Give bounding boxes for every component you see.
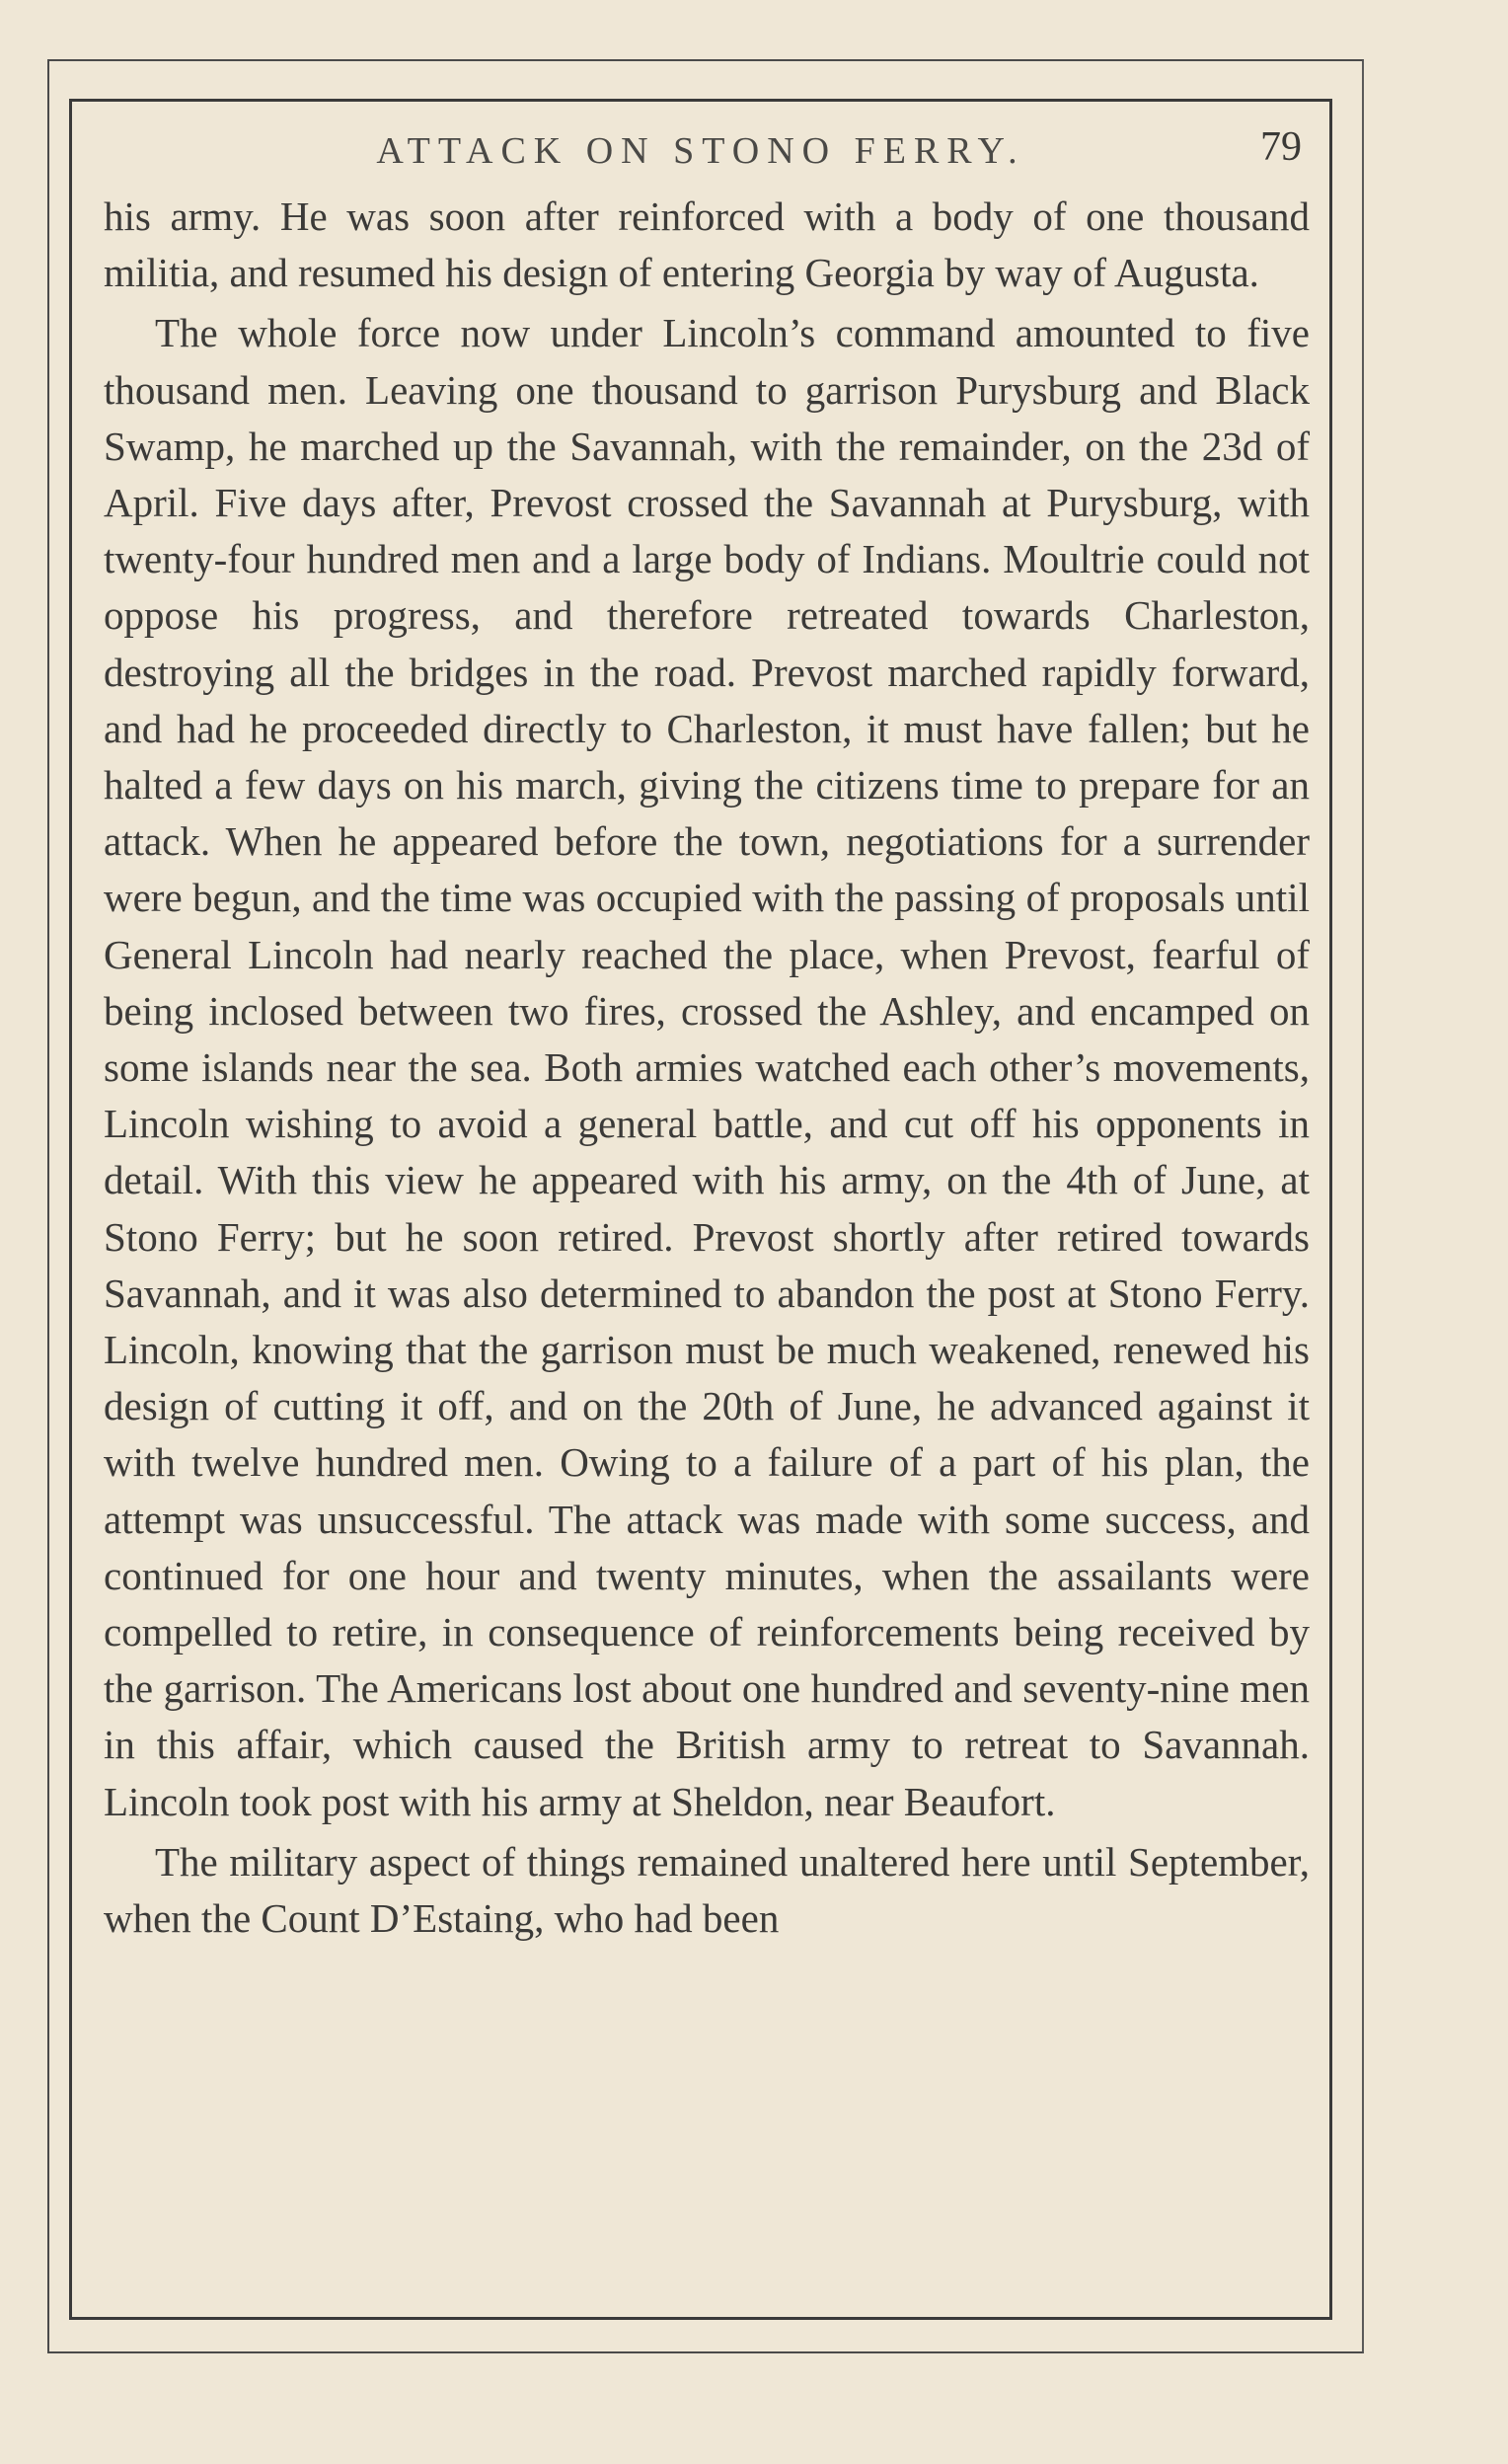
page-number: 79 xyxy=(1260,124,1302,170)
paragraph-3: The military aspect of things remained unaltered here until September, when the Count D’Estaing, who had been xyxy=(104,1838,1310,1942)
paragraph-1: his army. He was soon after reinforced with a body of one thousand militia, and resumed his design of entering Georgia by way of Augusta. xyxy=(104,193,1310,296)
body-text xyxy=(104,189,1310,1947)
running-head: ATTACK ON STONO FERRY. xyxy=(376,130,1025,172)
paragraph-2: The whole force now under Lincoln’s command amounted to five thousand men. Leaving one thousand to garrison Purysburg and Black Swamp, he marched up the Savannah, with the remainder, on the 23d of April. Five days after, Prevost crossed the Savannah at Purysburg, with twenty-four hundred men and a large body of Indians. Moultrie could not oppose his progress, and therefore retreated towards Charleston, destroying all the bridges in the road. Prevost marched rapidly forward, and had he proceeded directly to Charleston, it must have fallen; but he halted a few days on his march, giving the citizens time to prepare for an attack. When he appeared before the town, negotiations for a surrender were begun, and the time was occupied with the passing of proposals until General Lincoln had nearly reached the place, when Prevost, fearful of being inclosed between two fires, crossed the Ashley, and encamped on some islands near the sea. Both armies watched each other’s movements, Lincoln wishing to avoid a general battle, and cut off his opponents in detail. With this view he appeared with his army, on the 4th of June, at Stono Ferry; but he soon retired. Prevost shortly after retired towards Savannah, and it was also determined to abandon the post at Stono Ferry. Lincoln, knowing that the garrison must be much weakened, renewed his design of cutting it off, and on the 20th of June, he advanced against it with twelve hundred men. Owing to a failure of a part of his plan, the attempt was unsuccessful. The attack was made with some success, and continued for one hour and twenty minutes, when the assailants were compelled to retire, in consequence of reinforcements being received by the garrison. The Americans lost about one hundred and seventy-nine men in this affair, which caused the British army to retreat to Savannah. Lincoln took post with his army at Sheldon, near Beaufort. xyxy=(104,310,1310,1824)
text-frame xyxy=(69,99,1332,2320)
